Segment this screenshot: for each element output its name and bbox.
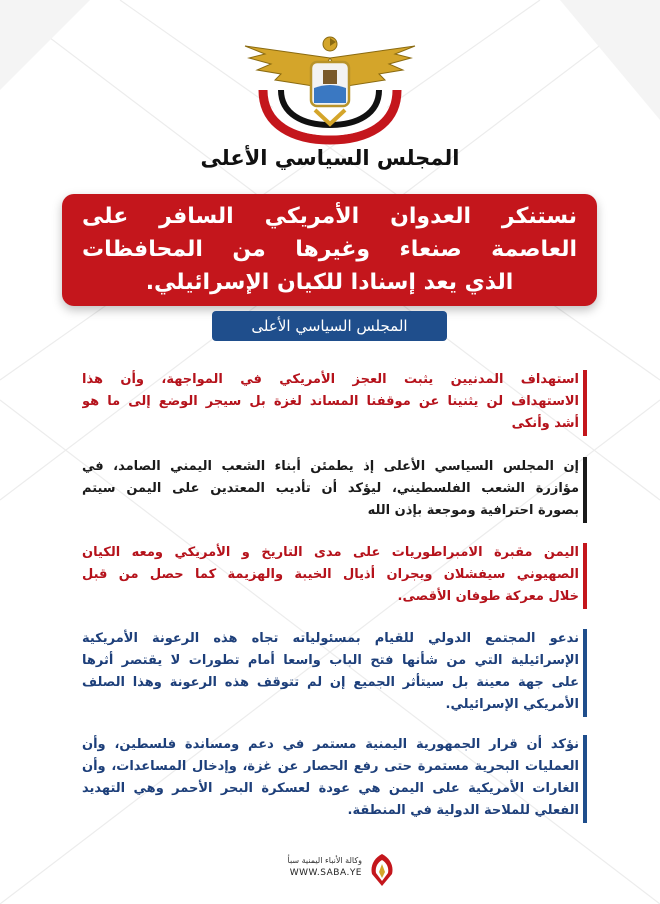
paragraph-4 — [82, 628, 579, 716]
paragraph-line: خلال معركة طوفان الأقصى. — [397, 589, 579, 604]
paragraph-line: استهداف المدنيين يثبت العجز الأمريكي في المواجهة، وأن هذا — [82, 372, 579, 387]
paragraph-line: العمليات البحرية مستمرة حتى رفع الحصار عن غزة، وإدخال المساعدات، وأن — [82, 759, 579, 774]
paragraph-line: الغارات الأمريكية على اليمن هي عودة لعسكرة البحر الأحمر وهي التهديد — [82, 781, 579, 796]
paragraph-line: مؤازرة الشعب الفلسطيني، ليؤكد أن تأديب المعتدين على اليمن سيتم — [82, 481, 579, 496]
paragraph-line: الأمريكي الإسرائيلي. — [445, 697, 579, 712]
paragraph-line: على جهة معينة بل سيتأثر الجميع إن لم تتوقف هذه الرعونة وهذا الصلف — [82, 675, 579, 690]
paragraph-line: بصورة احترافية وموجعة بإذن الله — [367, 503, 579, 518]
headline-line: نستنكر العدوان الأمريكي السافر على — [82, 204, 577, 229]
paragraph-3 — [82, 542, 579, 608]
paragraph-line: اليمن مقبرة الامبراطوريات على مدى التاريخ و الأمريكي ومعه الكيان — [82, 545, 579, 560]
headline-banner — [62, 194, 597, 306]
paragraph-line: أشد وأنكى — [511, 416, 579, 431]
paragraph-2 — [82, 456, 579, 522]
headline-line: الذي يعد إسنادا للكيان الإسرائيلي. — [145, 270, 514, 295]
agency-url: WWW.SABA.YE — [289, 868, 362, 878]
paragraph-line: الفعلي للملاحة الدولية في المنطقة. — [347, 803, 579, 818]
paragraph-accent-bar — [583, 543, 587, 609]
sub-title-badge: المجلس السياسي الأعلى — [212, 311, 447, 341]
paragraph-1 — [82, 369, 579, 435]
paragraph-accent-bar — [583, 370, 587, 436]
org-title: المجلس السياسي الأعلى — [200, 146, 460, 170]
paragraph-5 — [82, 734, 579, 822]
paragraph-accent-bar — [583, 457, 587, 523]
paragraph-accent-bar — [583, 735, 587, 823]
headline-line: العاصمة صنعاء وغيرها من المحافظات — [82, 237, 577, 262]
paragraph-line: نؤكد أن قرار الجمهورية اليمنية مستمر في دعم ومساندة فلسطين، وأن — [82, 737, 579, 752]
saba-logo-icon — [366, 852, 398, 888]
paragraph-line: الصهيوني سيفشلان ويجران أذيال الخيبة والهزيمة كما حصل من قبل — [82, 567, 579, 582]
paragraph-accent-bar — [583, 629, 587, 717]
paragraph-line: ندعو المجتمع الدولي للقيام بمسئولياته تجاه هذه الرعونة الأمريكية — [82, 631, 579, 646]
paragraph-line: الاستهداف لن يثنينا عن موقفنا المساند لغزة بل سيجر الوضع إلى ما هو — [82, 394, 579, 409]
paragraph-line: الإسرائيلية التي من شأنها فتح الباب واسعا أمام تطورات لا يقتصر أثرها — [82, 653, 579, 668]
national-emblem-icon — [235, 28, 425, 146]
agency-name: وكالة الأنباء اليمنية سبأ — [287, 856, 362, 865]
paragraph-line: إن المجلس السياسي الأعلى إذ يطمئن أبناء الشعب اليمني الصامد، في — [82, 459, 579, 474]
